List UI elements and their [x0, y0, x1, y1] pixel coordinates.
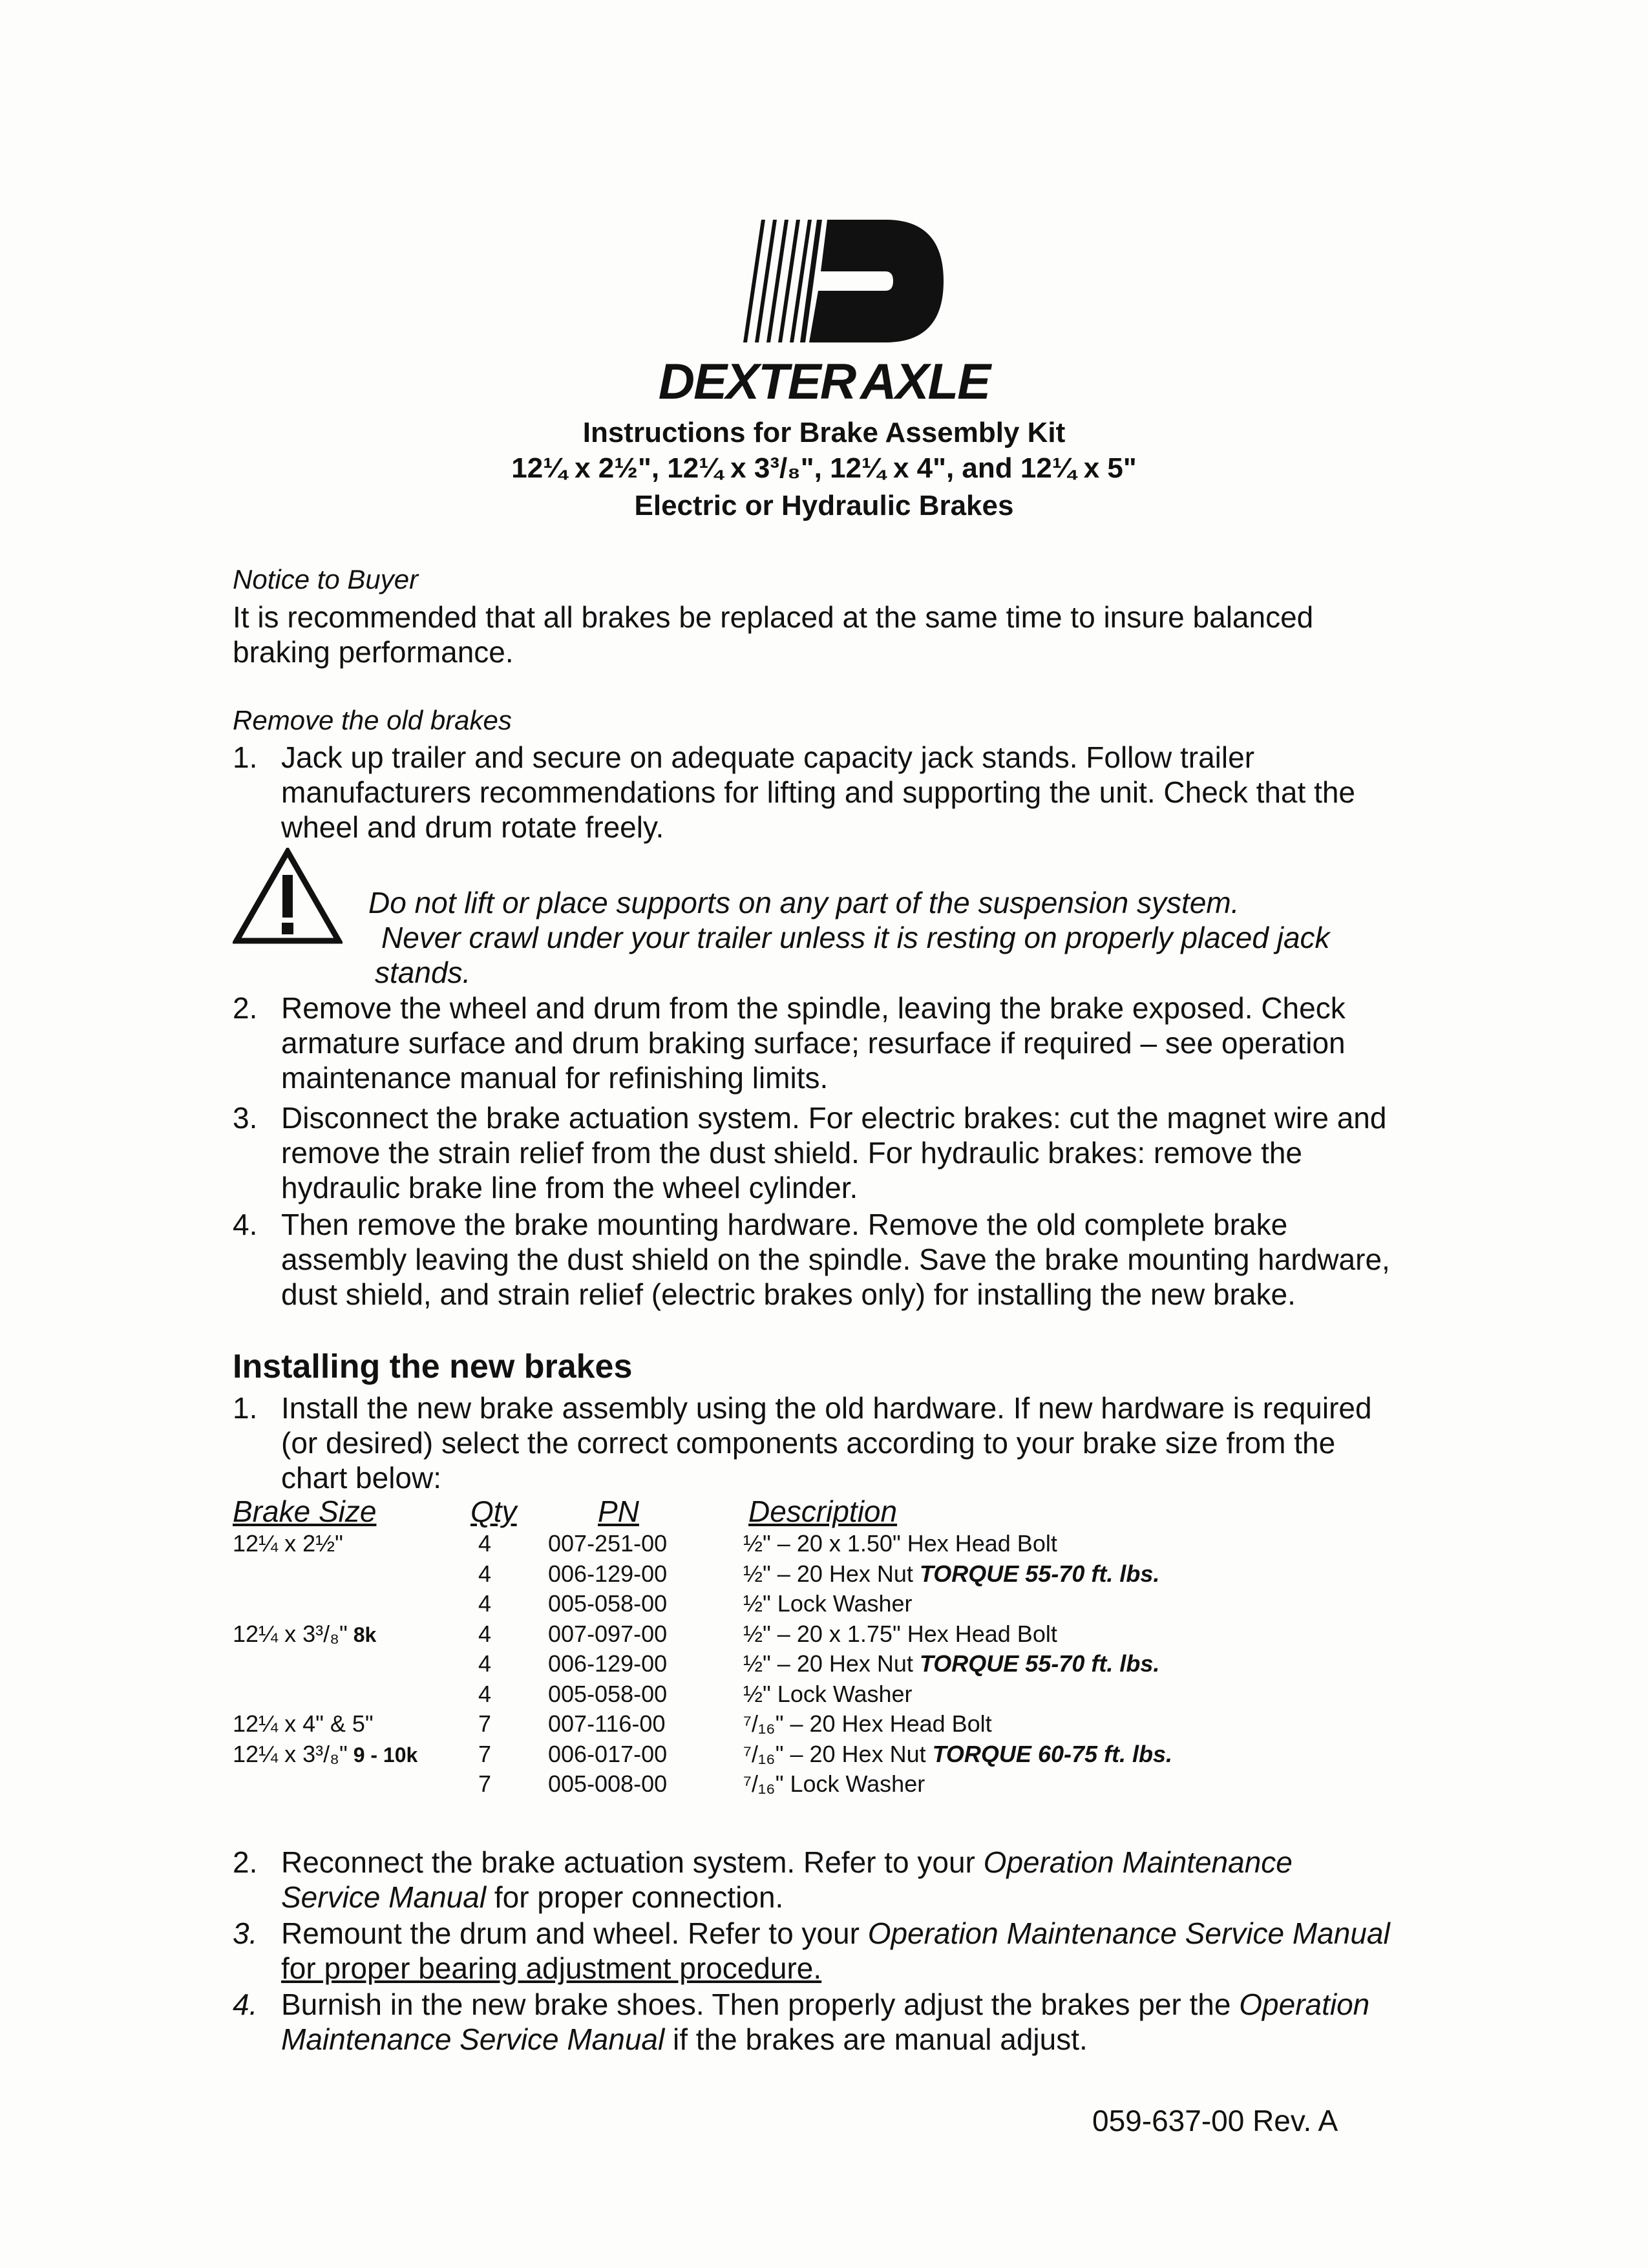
table-cell-qty: 4 — [478, 1560, 492, 1587]
remove-step-3-number: 3. — [233, 1101, 258, 1135]
table-cell-qty: 4 — [478, 1650, 492, 1677]
table-cell-pn: 005-058-00 — [548, 1680, 668, 1707]
table-cell-brake-size: 12¼ x 2½" — [233, 1530, 343, 1557]
table-cell-description: ⁷/₁₆" – 20 Hex Head Bolt — [743, 1710, 992, 1737]
table-cell-qty: 7 — [478, 1770, 492, 1797]
warning-line-1: Do not lift or place supports on any part of the suspension system. — [368, 886, 1240, 919]
dexter-axle-logo-icon — [724, 213, 956, 349]
table-cell-description: ½" – 20 Hex Nut TORQUE 55-70 ft. lbs. — [743, 1560, 1160, 1587]
table-cell-brake-size: 12¼ x 4" & 5" — [233, 1710, 374, 1737]
remove-step-1-number: 1. — [233, 740, 258, 774]
remove-heading: Remove the old brakes — [233, 705, 512, 735]
table-cell-pn: 007-116-00 — [548, 1710, 666, 1737]
table-cell-description: ½" – 20 Hex Nut TORQUE 55-70 ft. lbs. — [743, 1650, 1160, 1677]
remove-step-4-number: 4. — [233, 1208, 258, 1241]
warning-line-3: stands. — [375, 956, 471, 989]
table-cell-pn: 005-008-00 — [548, 1770, 668, 1797]
table-cell-brake-size: 12¼ x 3³/₈" 9 - 10k — [233, 1740, 418, 1767]
remove-step-4: Then remove the brake mounting hardware. Remove the old complete brake assembly leaving the dust shield on the spindle. Save the brake mounting hardware, dust shield, and strain relief (electric brakes only) for installing the new brake. — [281, 1208, 1390, 1311]
table-header-description: Description — [748, 1495, 898, 1528]
table-cell-qty: 4 — [478, 1620, 492, 1647]
table-cell-pn: 006-129-00 — [548, 1560, 668, 1587]
warning-triangle-icon — [233, 848, 343, 945]
table-cell-description: ⁷/₁₆" – 20 Hex Nut TORQUE 60-75 ft. lbs. — [743, 1740, 1173, 1767]
table-cell-description: ½" – 20 x 1.75" Hex Head Bolt — [743, 1620, 1057, 1647]
table-cell-qty: 7 — [478, 1710, 492, 1737]
warning-line-2: Never crawl under your trailer unless it is resting on properly placed jack — [381, 921, 1330, 954]
table-cell-pn: 006-129-00 — [548, 1650, 668, 1677]
table-cell-pn: 007-251-00 — [548, 1530, 668, 1557]
remove-step-2-number: 2. — [233, 991, 258, 1025]
install-step-3: Remount the drum and wheel. Refer to your Operation Maintenance Service Manual for proper bearing adjustment procedure. — [281, 1916, 1390, 1985]
table-header-brake-size: Brake Size — [233, 1495, 377, 1528]
table-cell-qty: 4 — [478, 1530, 492, 1557]
table-cell-description: ⁷/₁₆" Lock Washer — [743, 1770, 925, 1797]
install-heading: Installing the new brakes — [233, 1348, 633, 1385]
table-cell-qty: 4 — [478, 1590, 492, 1617]
document-number: 059-637-00 Rev. A — [1092, 2104, 1338, 2137]
install-step-2: Reconnect the brake actuation system. Refer to your Operation Maintenance Service Manual for proper connection. — [281, 1845, 1293, 1914]
doc-title: Instructions for Brake Assembly Kit — [582, 417, 1066, 448]
doc-subtitle-sizes: 12¼ x 2½", 12¼ x 3³/₈", 12¼ x 4", and 12¼ x 5" — [511, 452, 1137, 484]
doc-subtitle-type: Electric or Hydraulic Brakes — [634, 490, 1014, 521]
install-step-4-number: 4. — [233, 1988, 258, 2021]
table-cell-pn: 005-058-00 — [548, 1590, 668, 1617]
table-cell-pn: 006-017-00 — [548, 1740, 668, 1767]
table-header-pn: PN — [598, 1495, 639, 1528]
remove-step-2: Remove the wheel and drum from the spindle, leaving the brake exposed. Check armature surface and drum braking surface; resurface if required – see operation maintenance manual for refinishing limits. — [281, 991, 1346, 1095]
table-header-qty: Qty — [470, 1495, 517, 1528]
remove-step-1: Jack up trailer and secure on adequate capacity jack stands. Follow trailer manufacturers recommendations for lifting and supporting the unit. Check that the wheel and drum rotate freely. — [281, 740, 1356, 844]
remove-step-3: Disconnect the brake actuation system. For electric brakes: cut the magnet wire and remove the strain relief from the dust shield. For hydraulic brakes: remove the hydraulic brake line from the wheel cylinder. — [281, 1101, 1387, 1204]
table-cell-description: ½" – 20 x 1.50" Hex Head Bolt — [743, 1530, 1057, 1557]
install-step-1: Install the new brake assembly using the old hardware. If new hardware is required (or desired) select the correct components according to your brake size from the chart below: — [281, 1391, 1372, 1495]
install-step-3-number: 3. — [233, 1916, 258, 1950]
table-cell-description: ½" Lock Washer — [743, 1680, 913, 1707]
install-step-1-number: 1. — [233, 1391, 258, 1425]
table-cell-description: ½" Lock Washer — [743, 1590, 913, 1617]
install-step-2-number: 2. — [233, 1845, 258, 1879]
table-cell-pn: 007-097-00 — [548, 1620, 668, 1647]
notice-line-1: It is recommended that all brakes be replaced at the same time to insure balanced — [233, 600, 1314, 634]
table-cell-qty: 7 — [478, 1740, 492, 1767]
install-step-4: Burnish in the new brake shoes. Then properly adjust the brakes per the Operation Maintenance Service Manual if the brakes are manual adjust. — [281, 1988, 1370, 2056]
notice-heading: Notice to Buyer — [233, 564, 419, 594]
notice-line-2: braking performance. — [233, 635, 514, 669]
table-cell-brake-size: 12¼ x 3³/₈" 8k — [233, 1620, 377, 1647]
brand-wordmark: DEXTER AXLE — [658, 353, 990, 410]
table-cell-qty: 4 — [478, 1680, 492, 1707]
